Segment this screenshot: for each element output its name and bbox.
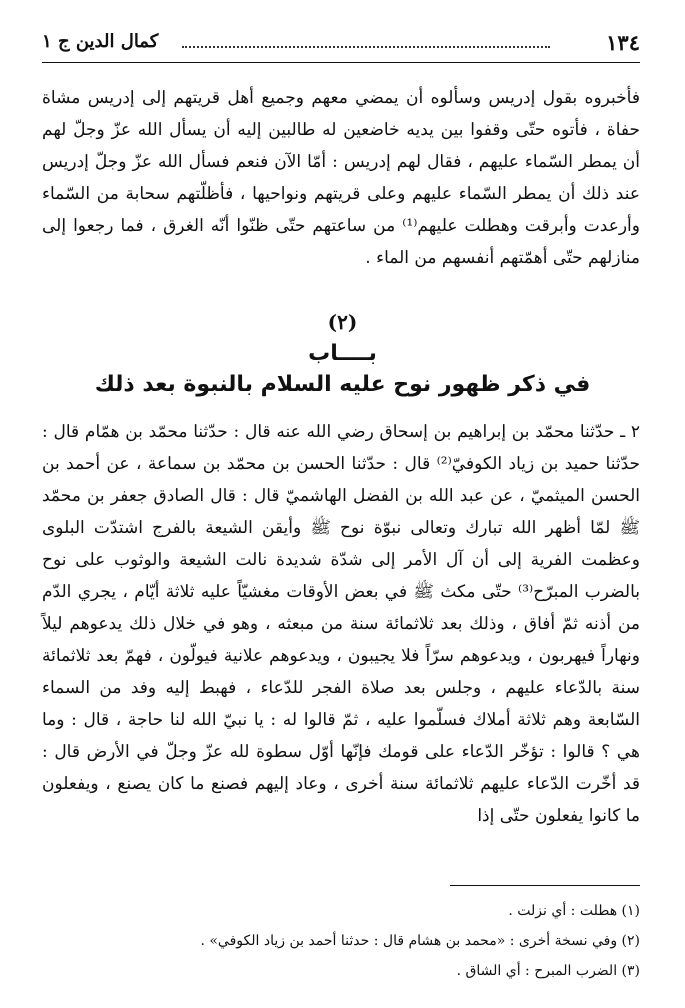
body-paragraph [42, 416, 640, 832]
header-dot-leader [182, 36, 550, 48]
chapter-heading: بــــاب [308, 341, 377, 366]
footnote-3: (٣) الضرب المبرح : أي الشاق . [456, 963, 640, 979]
footnote-separator [450, 885, 640, 886]
footnote-1: (١) هطلت : أي نزلت . [508, 903, 640, 919]
footnote-2: (٢) وفي نسخة أخرى : «محمد بن هشام قال : حدثنا أحمد بن زياد الكوفي» . [200, 933, 640, 949]
running-title: كمال الدين ج ١ [42, 31, 159, 52]
chapter-title: في ذكر ظهور نوح عليه السلام بالنبوة بعد ذلك [94, 372, 591, 397]
intro-paragraph [42, 82, 640, 274]
intro-text: فأخبروه بقول إدريس وسألوه أن يمضي معهم وجميع أهل قريتهم إلى إدريس مشاة حفاة ، فأتوه حتّى وقفوا بين يديه خاضعين له طالبين إليه أن يسأل الله عزّ وجلّ لهم أن يمطر السّماء عليهم ، فقال لهم إدريس : أمّا الآن فنعم فسأل الله عزّ وجلّ إدريس عند ذلك أن يمطر السّماء عليهم وعلى قريتهم ونواحيها ، فأظلّتهم سحابة من السّماء وأرعدت وأبرقت وهطلت عليهم⁽¹⁾ من ساعتهم حتّى ظنّوا أنّه الغرق ، فما رجعوا إلى منازلهم حتّى أهمّتهم أنفسهم من الماء . [42, 88, 640, 268]
footnotes [42, 896, 640, 986]
page-number: ١٣٤ [606, 30, 640, 55]
body-text: ٢ ـ حدّثنا محمّد بن إبراهيم بن إسحاق رضي الله عنه قال : حدّثنا محمّد بن همّام قال : حدّثنا حميد بن زياد الكوفيّ⁽²⁾ قال : حدّثنا الحسن بن محمّد بن سماعة ، عن أحمد بن الحسن الميثميّ ، عن عبد الله بن الفضل الهاشميّ قال : قال الصادق جعفر بن محمّد ﷺ لمّا أظهر الله تبارك وتعالى نبوّة نوح ﷺ وأيقن الشيعة بالفرج اشتدّت البلوى وعظمت الفرية إلى أن آل الأمر إلى شدّة شديدة نالت الشيعة والوثوب على نوح بالضرب المبرّح⁽³⁾ حتّى مكث ﷺ في بعض الأوقات مغشيّاً عليه ثلاثة أيّام ، يجري الدّم من أذنه ثمّ أفاق ، وذلك بعد ثلاثمائة سنة من مبعثه ، وهو في خلال ذلك يدعوهم ليلاً ونهاراً فيهربون ، ويدعوهم سرّاً فلا يجيبون ، ويدعوهم علانية فيولّون ، فهمّ بعد ثلاثمائة سنة بالدّعاء عليهم ، وجلس بعد صلاة الفجر للدّعاء ، فهبط إليه وفد من السماء السّابعة وهم ثلاثة أملاك فسلّموا عليه ، ثمّ قالوا له : يا نبيّ الله لنا حاجة ، قال : وما هي ؟ قالوا : تؤخّر الدّعاء على قومك فإنّها أوّل سطوة لله عزّ وجلّ في الأرض قال : قد أخّرت الدّعاء عليهم ثلاثمائة سنة أخرى ، وعاد إليهم فصنع ما كان يصنع ، ويفعلون ما كانوا يفعلون حتّى إذا [42, 422, 641, 826]
section-number: (٢) [327, 310, 358, 334]
page-header [42, 22, 640, 63]
